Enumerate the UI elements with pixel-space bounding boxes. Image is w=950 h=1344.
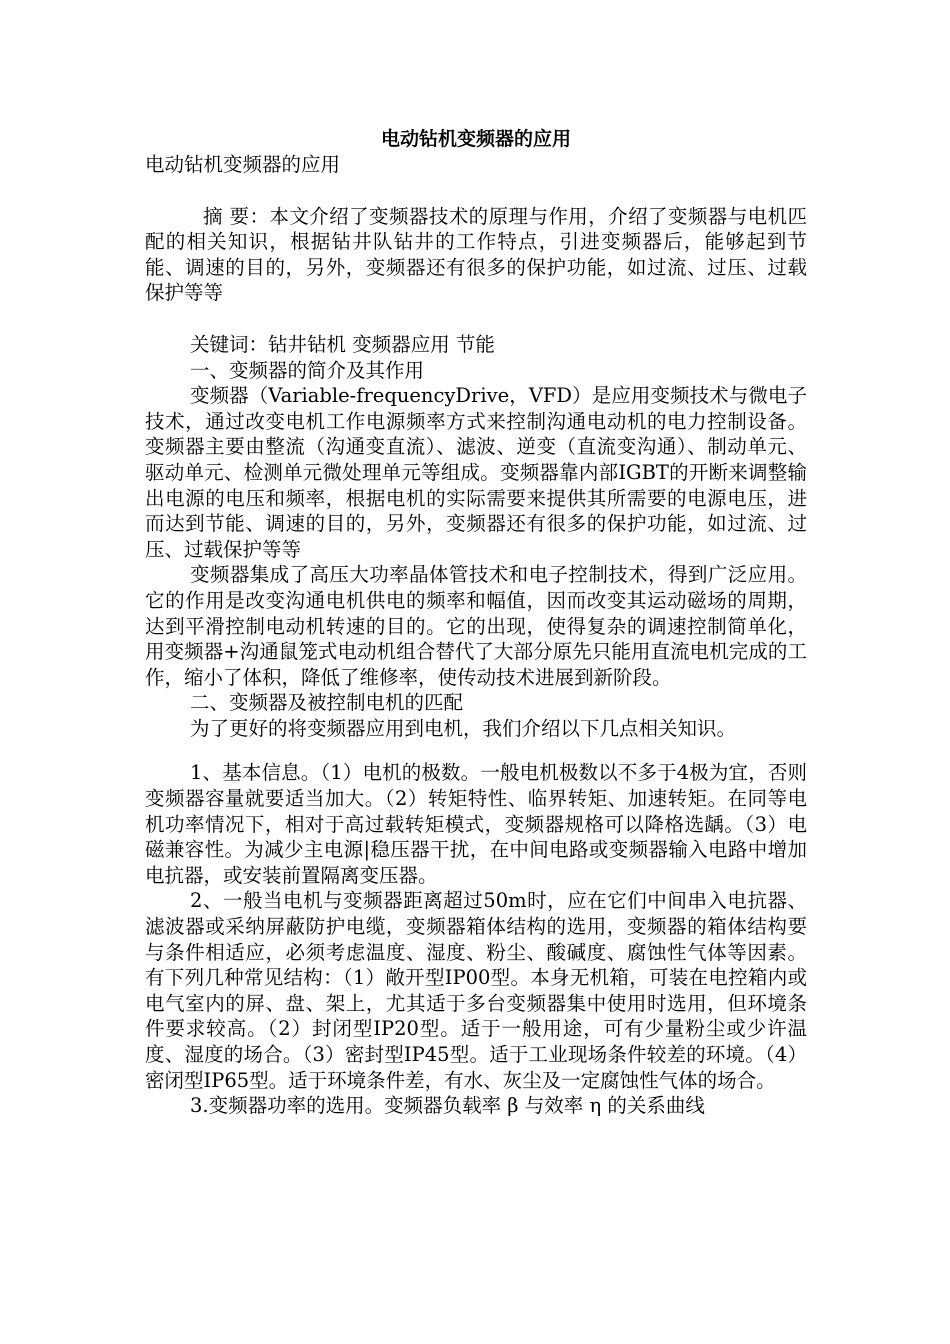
section1-paragraph-2: 变频器集成了高压大功率晶体管技术和电子控制技术，得到广泛应用。它的作用是改变沟通电机供电的频率和幅值，因而改变其运动磁场的周期，达到平滑控制电动机转速的目的。它的出现，使得复杂的调速控制简单化，用变频器+沟通鼠笼式电动机组合替代了大部分原先只能用直流电机完成的工作，缩小了体积，降低了维修率，使传动技术进展到新阶段。 — [145, 563, 807, 689]
section2-intro: 为了更好的将变频器应用到电机，我们介绍以下几点相关知识。 — [190, 716, 737, 740]
abstract-paragraph: 摘 要：本文介绍了变频器技术的原理与作用，介绍了变频器与电机匹配的相关知识，根据钻井队钻井的工作特点，引进变频器后，能够起到节能、调速的目的，另外，变频器还有很多的保护功能，如过流、过压、过载保护等等 — [145, 204, 807, 305]
section1-heading: 一、变频器的简介及其作用 — [190, 358, 425, 382]
keywords-line: 关键词：钻井钻机 变频器应用 节能 — [190, 332, 495, 356]
document-title: 电动钻机变频器的应用 — [380, 128, 571, 150]
section1-paragraph-1: 变频器（Variable-frequencyDrive，VFD）是应用变频技术与微电子技术，通过改变电机工作电源频率方式来控制沟通电动机的电力控制设备。变频器主要由整流（沟通变直流）、滤波、逆变（直流变沟通）、制动单元、驱动单元、检测单元微处理单元等组成。变频器靠内部IGBT的开断来调整输出电源的电压和频率，根据电机的实际需要来提供其所需要的电源电压，进而达到节能、调速的目的，另外，变频器还有很多的保护功能，如过流、过压、过载保护等等 — [145, 384, 807, 561]
section2-heading: 二、变频器及被控制电机的匹配 — [190, 691, 464, 715]
list-item-1: 1、基本信息。（1）电机的极数。一般电机极数以不多于4极为宜，否则变频器容量就要适当加大。（2）转矩特性、临界转矩、加速转矩。在同等电机功率情况下，相对于高过载转矩模式，变频器规格可以降格选龋。（3）电磁兼容性。为减少主电源|稳压器干扰，在中间电路或变频器输入电路中增加电抗器，或安装前置隔离变压器。 — [145, 761, 807, 887]
list-item-2: 2、一般当电机与变频器距离超过50m时，应在它们中间串入电抗器、滤波器或采纳屏蔽防护电缆，变频器箱体结构的选用，变频器的箱体结构要与条件相适应，必须考虑温度、湿度、粉尘、酸碱度、腐蚀性气体等因素。有下列几种常见结构：（1）敞开型IP00型。本身无机箱，可装在电控箱内或电气室内的屏、盘、架上，尤其适于多台变频器集中使用时选用，但环境条件要求较高。（2）封闭型IP20型。适于一般用途，可有少量粉尘或少许温度、湿度的场合。（3）密封型IP45型。适于工业现场条件较差的环境。（4）密闭型IP65型。适于环境条件差，有水、灰尘及一定腐蚀性气体的场合。 — [145, 889, 807, 1092]
list-item-3: 3.变频器功率的选用。变频器负载率 β 与效率 η 的关系曲线 — [190, 1094, 705, 1118]
document-page — [145, 126, 807, 1119]
document-subtitle: 电动钻机变频器的应用 — [145, 153, 341, 176]
